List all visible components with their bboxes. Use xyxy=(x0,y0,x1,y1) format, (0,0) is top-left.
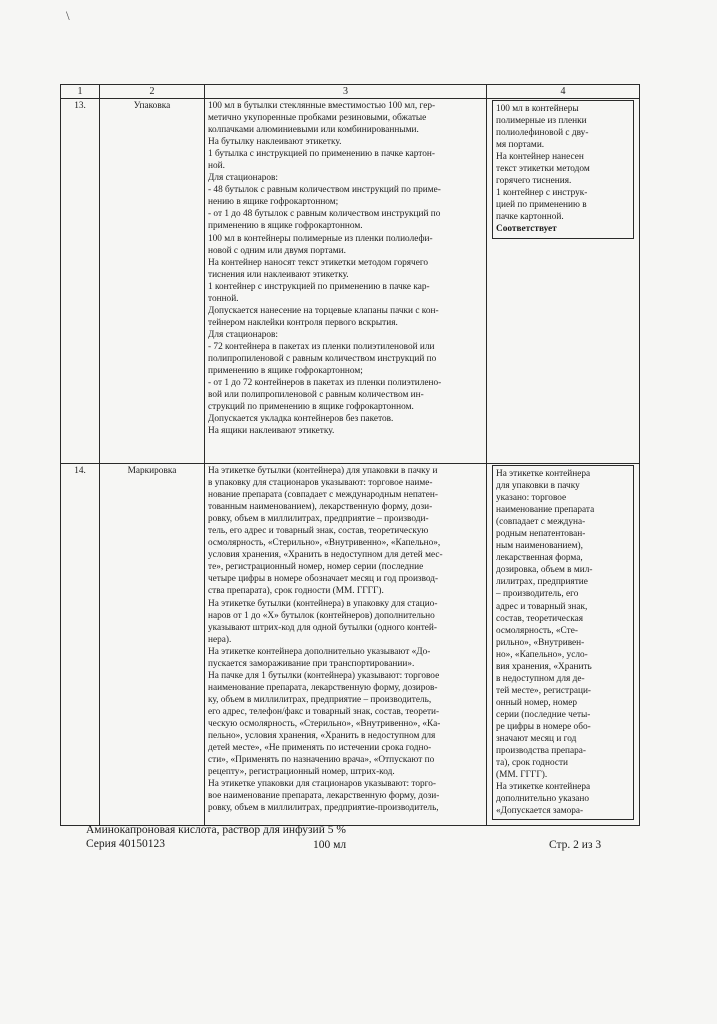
text-line: серии (последние четы- xyxy=(496,709,591,720)
text-line: тованным наименованием), лекарственную форму, дози- xyxy=(208,502,433,513)
text-line: рильно», «Внутривен- xyxy=(496,637,585,648)
footer-product: Аминокапроновая кислота, раствор для инфузий 5 % xyxy=(86,824,346,836)
text-line: адрес и товарный знак, xyxy=(496,601,588,612)
requirement-text xyxy=(205,464,487,826)
text-line: (совпадает с междуна- xyxy=(496,517,586,528)
result-text xyxy=(496,103,630,223)
text-line: сти», «Применять по назначению врача», «Отпускают по xyxy=(208,755,435,766)
text-line: полипропиленовой с равным количеством инструкций по xyxy=(208,353,437,364)
row-number: 14. xyxy=(61,464,100,826)
text-line: осмолярность, «Стерильно», «Внутривенно», «Капельно», xyxy=(208,538,441,549)
text-line: вия хранения, «Хранить xyxy=(496,661,592,672)
text-line: На пачке для 1 бутылки (контейнера) указывают: торговое xyxy=(208,670,440,681)
text-line: нование препарата (совпадает с международным непатен- xyxy=(208,490,438,501)
text-line: ровку, объем в миллилитрах, предприятие-производитель, xyxy=(208,803,439,814)
result-box xyxy=(492,465,634,820)
text-line: рецепту», регистрационный номер, штрих-код. xyxy=(208,767,395,778)
text-line: Для стационаров: xyxy=(208,173,278,184)
footer-series: Серия 40150123 xyxy=(86,838,165,850)
text-line: - 48 бутылок с равным количеством инструкций по приме- xyxy=(208,185,441,196)
text-line: На ящики наклеивают этикетку. xyxy=(208,426,335,437)
text-line: – производитель, его xyxy=(496,589,579,600)
header-col-4: 4 xyxy=(487,85,640,99)
requirement-text xyxy=(205,99,487,464)
header-col-2: 2 xyxy=(100,85,205,99)
text-line: нению в ящике гофрокартонном; xyxy=(208,197,339,208)
text-line: дозировка, объем в мил- xyxy=(496,565,593,576)
header-col-3: 3 xyxy=(205,85,487,99)
text-line: 100 мл в контейнеры xyxy=(496,104,579,114)
text-line: - от 1 до 72 контейнеров в пакетах из пленки полиэтилено- xyxy=(208,378,442,389)
row-title: Упаковка xyxy=(100,99,205,464)
text-line: цией по применению в xyxy=(496,200,587,211)
text-line: условия хранения, «Хранить в недоступном для детей мес- xyxy=(208,550,443,561)
text-line: значают месяц и год xyxy=(496,734,577,745)
text-line: в упаковку для стационаров указывают: торговое наиме- xyxy=(208,478,433,489)
text-line: пускается замораживание при транспортировании». xyxy=(208,658,415,669)
text-line: осмолярность, «Сте- xyxy=(496,625,578,636)
text-line: нера). xyxy=(208,634,232,645)
text-line: На контейнер нанесен xyxy=(496,152,584,163)
text-line: для упаковки в пачку xyxy=(496,481,580,492)
table-row xyxy=(61,464,640,826)
text-line: тонной. xyxy=(208,293,239,304)
text-line: родным непатентован- xyxy=(496,529,586,540)
text-line: ной. xyxy=(208,161,225,172)
text-line: та), срок годности xyxy=(496,758,569,769)
text-line: На этикетке контейнера xyxy=(496,469,591,479)
row-title: Маркировка xyxy=(100,464,205,826)
text-line: ре цифры в номере обо- xyxy=(496,721,591,732)
text-line: ческую осмолярность, «Стерильно», «Внутривенно», «Ка- xyxy=(208,718,441,729)
text-line: тей месте», регистраци- xyxy=(496,685,592,696)
text-line: На этикетке бутылки (контейнера) в упаковку для стацио- xyxy=(208,598,438,609)
text-line: горячего тиснения. xyxy=(496,176,572,187)
text-line: 100 мл в контейнеры полимерные из пленки полиолефи- xyxy=(208,233,433,244)
text-line: состав, теоретическая xyxy=(496,613,584,624)
text-line: четыре цифры в номере обозначает месяц и год производ- xyxy=(208,574,439,585)
text-line: - от 1 до 48 бутылок с равным количеством инструкций по xyxy=(208,209,441,220)
text-line: колпачками алюминиевыми или комбинированными. xyxy=(208,125,419,136)
footer-volume: 100 мл xyxy=(313,839,347,851)
text-line: ным наименованием), xyxy=(496,541,583,552)
text-line: ровку, объем в миллилитрах, предприятие – производи- xyxy=(208,514,429,525)
text-line: На этикетке бутылки (контейнера) для упаковки в пачку и xyxy=(208,466,438,476)
text-line: детей месте», «Не применять по истечении срока годно- xyxy=(208,743,432,754)
text-line: полимерные из пленки xyxy=(496,116,587,127)
text-line: Допускается нанесение на торцевые клапаны пачки с кон- xyxy=(208,305,439,316)
text-line: вое наименование препарата, лекарственную форму, дози- xyxy=(208,791,440,802)
text-line: 1 контейнер с инструкцией по применению в пачке кар- xyxy=(208,281,430,292)
text-line: лекарственная форма, xyxy=(496,553,583,564)
text-line: производства препара- xyxy=(496,746,586,757)
text-line: его адрес, телефон/факс и товарный знак, состав, теорети- xyxy=(208,706,440,717)
text-line: онный номер, номер xyxy=(496,697,578,708)
row-number: 13. xyxy=(61,99,100,464)
text-line: - 72 контейнера в пакетах из пленки полиэтиленовой или xyxy=(208,341,435,352)
text-line: 1 контейнер с инструк- xyxy=(496,188,588,199)
text-line: дополнительно указано xyxy=(496,794,590,805)
text-line: применению в ящике гофрокартонном. xyxy=(208,221,363,232)
text-line: тель, его адрес и товарный знак, состав, теоретическую xyxy=(208,526,429,537)
text-line: вой или полипропиленовой с равным количеством ин- xyxy=(208,390,424,401)
table-row xyxy=(61,99,640,464)
text-line: На бутылку наклеивают этикетку. xyxy=(208,137,342,148)
footer-page-number: Стр. 2 из 3 xyxy=(549,839,602,851)
text-line: Допускается укладка контейнеров без пакетов. xyxy=(208,414,394,425)
text-line: ства препарата), срок годности (ММ. ГГГГ). xyxy=(208,586,384,597)
verdict-text: Соответствует xyxy=(496,224,557,235)
text-line: те», регистрационный номер, номер серии (последние xyxy=(208,562,424,573)
text-line: полиолефиновой с дву- xyxy=(496,128,589,139)
text-line: наров от 1 до «Х» бутылок (контейнеров) дополнительно xyxy=(208,610,435,621)
result-text xyxy=(496,468,630,817)
header-col-1: 1 xyxy=(61,85,100,99)
text-line: На этикетке контейнера дополнительно указывают «До- xyxy=(208,646,431,657)
text-line: указано: торговое xyxy=(496,493,567,504)
result-box xyxy=(492,100,634,239)
text-line: тейнером наклейки контроля первого вскрытия. xyxy=(208,317,398,328)
text-line: новой с одним или двумя портами. xyxy=(208,245,346,256)
text-line: но», «Капельно», усло- xyxy=(496,649,588,660)
text-line: тиснения или наклеивают этикетку. xyxy=(208,269,349,280)
text-line: На контейнер наносят текст этикетки методом горячего xyxy=(208,257,429,268)
text-line: (ММ. ГГГГ). xyxy=(496,770,548,781)
text-line: струкций по применению в ящике гофрокартонном. xyxy=(208,402,414,413)
table-header-row xyxy=(61,85,640,99)
text-line: наименование препарата xyxy=(496,505,595,516)
text-line: лилитрах, предприятие xyxy=(496,577,588,588)
text-line: в недоступном для де- xyxy=(496,673,585,684)
text-line: ку, объем в миллилитрах, предприятие – производитель, xyxy=(208,694,432,705)
text-line: текст этикетки методом xyxy=(496,164,590,175)
text-line: указывают штрих-код для одной бутылки (одного контей- xyxy=(208,622,437,633)
text-line: Для стационаров: xyxy=(208,329,278,340)
text-line: пачке картонной. xyxy=(496,212,564,223)
text-line: «Допускается замора- xyxy=(496,806,584,817)
text-line: наименование препарата, лекарственную форму, дозиров- xyxy=(208,682,438,693)
text-line: применению в ящике гофрокартонном; xyxy=(208,366,363,377)
spec-table xyxy=(60,84,640,826)
text-line: метично укупоренные пробками резиновыми, обжатые xyxy=(208,113,427,124)
text-line: На этикетке контейнера xyxy=(496,782,591,793)
text-line: мя портами. xyxy=(496,140,545,151)
text-line: На этикетке упаковки для стационаров указывают: торго- xyxy=(208,779,436,790)
text-line: 1 бутылка с инструкцией по применению в пачке картон- xyxy=(208,149,435,160)
corner-mark: \ xyxy=(66,8,70,23)
text-line: пельно», условия хранения, «Хранить в недоступном для xyxy=(208,731,436,742)
text-line: 100 мл в бутылки стеклянные вместимостью 100 мл, гер- xyxy=(208,101,436,111)
